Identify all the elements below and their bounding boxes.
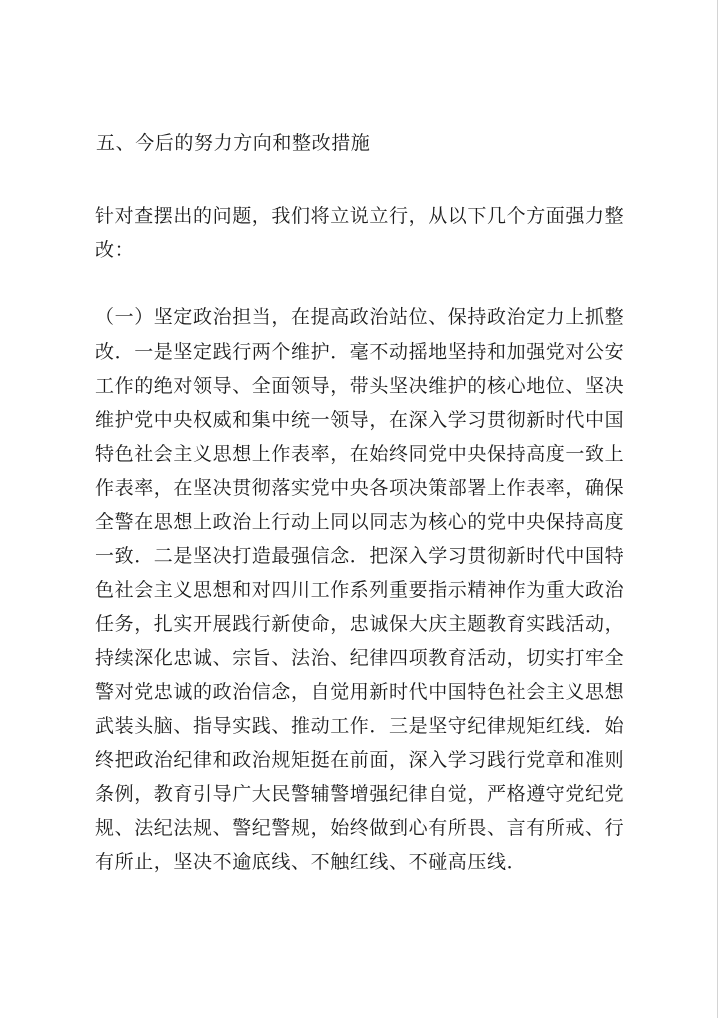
paragraph-line: 任务，扎实开展践行新使命，忠诚保大庆主题教育实践活动， — [95, 613, 625, 635]
paragraph-line: 一致．二是坚决打造最强信念．把深入学习贯彻新时代中国特 — [95, 545, 625, 567]
paragraph-line: 规、法纪法规、警纪警规，始终做到心有所畏、言有所戒、行 — [95, 817, 625, 839]
paragraph-line: 作表率，在坚决贯彻落实党中央各项决策部署上作表率，确保 — [95, 477, 625, 499]
paragraph-line: 武装头脑、指导实践、推动工作．三是坚守纪律规矩红线．始 — [95, 715, 625, 737]
paragraph-line: 色社会主义思想和对四川工作系列重要指示精神作为重大政治 — [95, 579, 625, 601]
paragraph-line: 警对党忠诚的政治信念，自觉用新时代中国特色社会主义思想 — [95, 681, 625, 703]
paragraph-line: 条例，教育引导广大民警辅警增强纪律自觉，严格遵守党纪党 — [95, 783, 625, 805]
intro-line: 针对查摆出的问题，我们将立说立行，从以下几个方面强力整 — [95, 205, 625, 227]
paragraph-line: 改．一是坚定践行两个维护．毫不动摇地坚持和加强党对公安 — [95, 341, 625, 363]
paragraph-line: （一）坚定政治担当，在提高政治站位、保持政治定力上抓整 — [95, 306, 625, 328]
intro-line: 改： — [95, 239, 135, 261]
paragraph-line: 特色社会主义思想上作表率，在始终同党中央保持高度一致上 — [95, 443, 625, 465]
paragraph-line: 全警在思想上政治上行动上同以同志为核心的党中央保持高度 — [95, 511, 625, 533]
paragraph-line: 终把政治纪律和政治规矩挺在前面，深入学习践行党章和准则 — [95, 749, 625, 771]
paragraph-line: 持续深化忠诚、宗旨、法治、纪律四项教育活动，切实打牢全 — [95, 647, 625, 669]
paragraph-line: 有所止，坚决不逾底线、不触红线、不碰高压线． — [95, 851, 527, 873]
paragraph-line: 工作的绝对领导、全面领导，带头坚决维护的核心地位、坚决 — [95, 375, 625, 397]
paragraph-line: 维护党中央权威和集中统一领导，在深入学习贯彻新时代中国 — [95, 409, 625, 431]
section-heading: 五、今后的努力方向和整改措施 — [96, 132, 371, 154]
page-edge-divider — [717, 0, 718, 1018]
